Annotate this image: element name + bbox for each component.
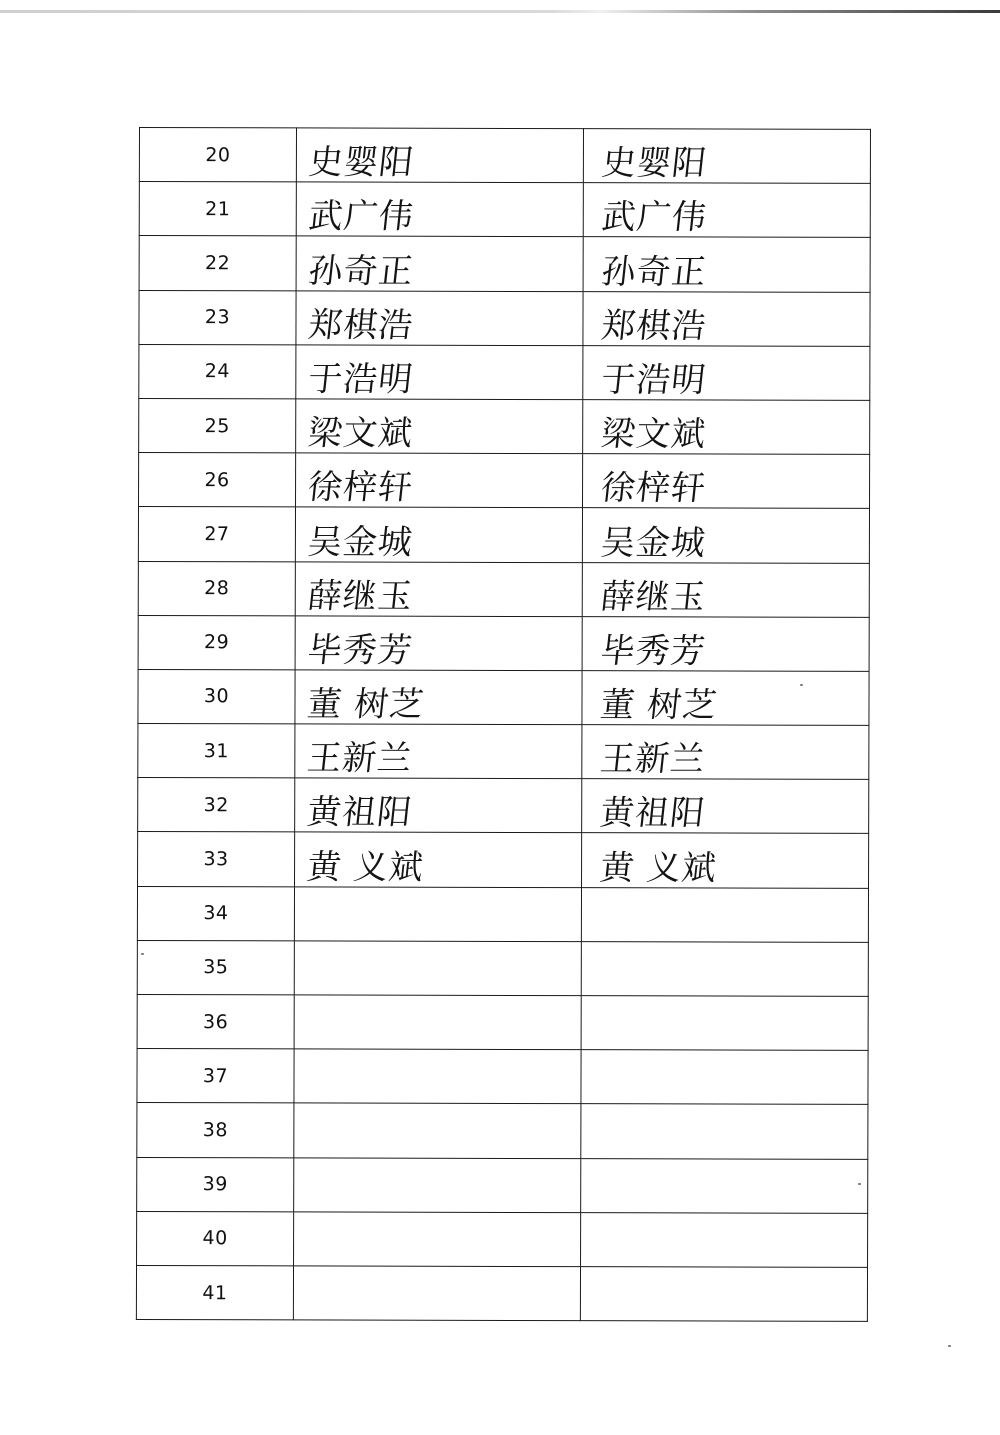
signature-cell-second [583,129,870,184]
row-number: 34 [137,886,294,941]
signature-cell-second [582,508,869,563]
handwritten-name: 史婴阳 [306,142,417,183]
signature-cell-first [295,616,582,671]
handwritten-name: 薛继玉 [305,576,415,617]
table-row [139,453,870,509]
table-row [137,940,868,996]
signature-cell-first [296,128,583,183]
table-row [137,1049,868,1105]
table-row [138,832,869,888]
handwritten-name: 黄祖阳 [305,792,415,834]
handwritten-name: 武广伟 [306,196,416,238]
signature-cell-second [581,1050,868,1105]
table-row [137,1157,868,1213]
handwritten-name: 孙奇正 [306,251,416,292]
signature-cell-first [294,887,581,942]
signature-cell-second [581,887,868,942]
signature-cell-first [293,1266,580,1321]
handwritten-name: 徐梓轩 [305,467,416,509]
handwritten-name: 王新兰 [598,739,708,780]
table-row [137,1103,868,1159]
row-number: 33 [138,832,295,887]
handwritten-name: 于浩明 [306,359,416,400]
table-row [139,128,870,184]
row-number: 27 [138,507,295,562]
table-row [137,1211,868,1267]
signature-cell-first [295,561,582,616]
signature-cell-first [295,507,582,562]
handwritten-name: 董 树芝 [305,684,427,725]
signature-cell-second [583,237,870,292]
signature-table [136,127,871,1322]
signature-cell-second [581,1212,868,1267]
row-number: 26 [139,453,296,508]
signature-table-body [136,128,870,1322]
handwritten-name: 吴金城 [305,521,416,563]
signature-cell-first [295,832,582,887]
scan-speck [858,1183,861,1185]
signature-cell-second [583,454,870,509]
row-number: 24 [139,344,296,399]
table-row [138,561,869,617]
row-number: 21 [139,182,296,237]
handwritten-name: 毕秀芳 [305,630,415,671]
signature-cell-first [294,995,581,1050]
row-number: 39 [137,1157,294,1212]
signature-cell-second [583,291,870,346]
row-number: 30 [138,669,295,724]
handwritten-name: 史婴阳 [599,143,710,184]
handwritten-name: 梁文斌 [599,414,709,455]
signature-cell-first [296,399,583,454]
handwritten-name: 武广伟 [599,197,709,238]
table-row [139,398,870,454]
handwritten-name: 薛继玉 [598,576,708,618]
table-row [138,615,869,671]
handwritten-name: 梁文斌 [306,413,416,454]
handwritten-name: 黄 义斌 [304,847,427,888]
handwritten-name: 吴金城 [598,522,709,563]
scan-speck [800,684,803,686]
signature-cell-second [582,671,869,726]
signature-cell-first [296,290,583,345]
signature-cell-second [582,725,869,780]
signature-cell-first [296,182,583,237]
table-row [138,778,869,834]
signature-cell-second [580,1267,867,1322]
handwritten-name: 毕秀芳 [598,631,708,672]
handwritten-name: 于浩明 [599,360,709,401]
row-number: 35 [137,940,294,995]
row-number: 41 [136,1265,293,1320]
signature-cell-second [582,779,869,834]
signature-cell-first [294,1157,581,1212]
signature-cell-first [296,453,583,508]
signature-cell-first [295,670,582,725]
signature-cell-second [583,183,870,238]
row-number: 38 [137,1103,294,1158]
table-row [139,182,870,238]
table-row [139,344,870,400]
table-row [138,724,869,780]
signature-cell-first [295,778,582,833]
row-number: 32 [138,778,295,833]
signature-cell-second [581,996,868,1051]
signature-cell-second [582,616,869,671]
table-row [137,886,868,942]
handwritten-name: 孙奇正 [599,251,709,293]
row-number: 23 [139,290,296,345]
handwritten-name: 王新兰 [305,738,415,779]
signature-cell-second [581,941,868,996]
signature-cell-second [581,1158,868,1213]
row-number: 37 [137,1049,294,1104]
table-row [137,994,868,1050]
table-row [139,236,870,292]
row-number: 28 [138,561,295,616]
signature-cell-first [294,1212,581,1267]
row-number: 31 [138,724,295,779]
row-number: 25 [139,398,296,453]
table-row [136,1265,867,1321]
handwritten-name: 黄 义斌 [597,847,720,889]
handwritten-name: 郑棋浩 [306,305,416,346]
signature-cell-second [582,833,869,888]
signature-sheet [136,127,867,1334]
signature-cell-second [582,562,869,617]
handwritten-name: 黄祖阳 [598,793,708,834]
signature-cell-first [295,724,582,779]
signature-cell-second [583,400,870,455]
handwritten-name: 徐梓轩 [598,468,709,509]
signature-cell-first [296,345,583,400]
row-number: 20 [139,128,296,183]
signature-cell-first [296,236,583,291]
signature-cell-first [294,1103,581,1158]
handwritten-name: 郑棋浩 [599,305,709,347]
scan-speck [141,953,144,955]
scan-top-edge [0,10,1000,13]
row-number: 22 [139,236,296,291]
row-number: 36 [137,994,294,1049]
signature-cell-second [581,1104,868,1159]
signature-cell-first [294,1049,581,1104]
row-number: 40 [137,1211,294,1266]
handwritten-name: 董 树芝 [598,685,720,726]
table-row [138,507,869,563]
signature-cell-first [294,941,581,996]
row-number: 29 [138,615,295,670]
table-row [138,669,869,725]
table-row [139,290,870,346]
scan-speck [948,1345,951,1347]
signature-cell-second [583,345,870,400]
